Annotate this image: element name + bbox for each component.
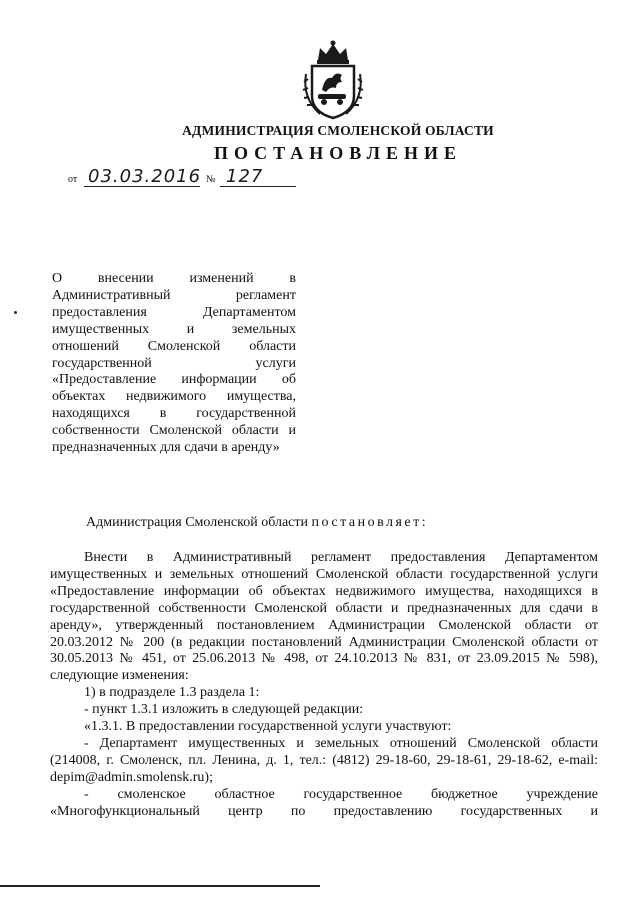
document-subject: О внесении изменений в Административный регламент предоставления Департаментом имущественных и земельных отношений Смоленской области государственной услуги «Предоставление информации об объектах недвижимого имущества, находящихся в государственной собственности Смоленской области и предназначенных для сдачи в аренду» [52, 271, 296, 456]
from-label: от [68, 174, 78, 185]
document-body [50, 550, 598, 821]
intro-text: Администрация Смоленской области [86, 515, 312, 530]
organization-name: АДМИНИСТРАЦИЯ СМОЛЕНСКОЙ ОБЛАСТИ [182, 123, 494, 138]
handwritten-number: 127 [226, 166, 264, 187]
body-paragraph: Внести в Административный регламент предоставления Департаментом имущественных и земельных отношений Смоленской области государственной услуги «Предоставление информации об объектах недвижимого имущества, находящихся в государственной собственности Смоленской области и предназначенных для сдачи в аренду», утвержденный постановлением Администрации Смоленской области от 20.03.2012 № 200 (в редакции постановлений Администрации Смоленской области от 30.05.2013 № 451, от 25.06.2013 № 498, от 24.10.2013 № 831, от 23.09.2015 № 598), следующие изменения: [50, 550, 598, 684]
page-bottom-rule [0, 885, 320, 887]
body-paragraph: - пункт 1.3.1 изложить в следующей редакции: [84, 702, 364, 718]
date-number-line [68, 164, 308, 190]
body-paragraph: 1) в подразделе 1.3 раздела 1: [84, 685, 260, 701]
scan-speck [14, 311, 17, 314]
handwritten-date: 03.03.2016 [88, 166, 202, 187]
intro-spaced-verb: постановляет: [311, 515, 429, 530]
body-paragraph: «1.3.1. В предоставлении государственной услуги участвуют: [84, 719, 452, 735]
body-paragraph: - Департамент имущественных и земельных отношений Смоленской области (214008, г. Смоленск, пл. Ленина, д. 1, тел.: (4812) 29-18-60, 29-18-61, 29-18-62, e-mail: depim@admin.smolensk.ru); [50, 735, 598, 785]
body-paragraph: - смоленское областное государственное бюджетное учреждение «Многофункциональный центр по предоставлению государственных и [50, 786, 598, 819]
resolution-intro [86, 515, 428, 531]
smolensk-coat-of-arms-emblem [298, 38, 368, 122]
number-label: № [206, 174, 216, 185]
document-type-title: ПОСТАНОВЛЕНИЕ [213, 143, 463, 163]
